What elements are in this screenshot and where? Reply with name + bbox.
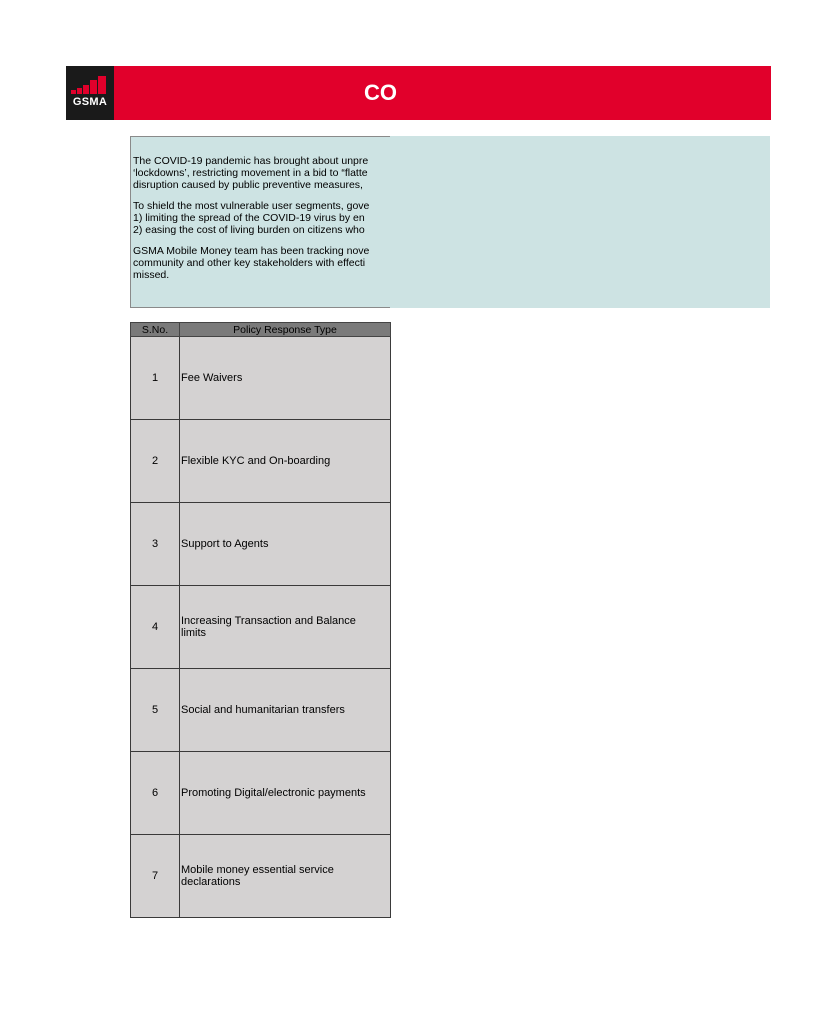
policy-response-type: Increasing Transaction and Balance limits [180, 586, 391, 669]
table-row [131, 669, 391, 752]
intro-line: GSMA Mobile Money team has been tracking nove [133, 245, 370, 257]
policy-response-type: Mobile money essential service declarations [180, 835, 391, 918]
policy-response-type: Support to Agents [180, 503, 391, 586]
intro-line: 1) limiting the spread of the COVID-19 virus by en [133, 212, 365, 224]
table-row [131, 752, 391, 835]
signal-bars-icon [70, 76, 110, 94]
intro-line: The COVID-19 pandemic has brought about unpre [133, 155, 369, 167]
logo-text: GSMA [72, 96, 108, 108]
row-number: 4 [131, 586, 180, 669]
table-row [131, 835, 391, 918]
table-header-row [131, 323, 391, 337]
column-header-type: Policy Response Type [180, 323, 391, 337]
policy-response-type: Promoting Digital/electronic payments [180, 752, 391, 835]
policy-response-type: Fee Waivers [180, 337, 391, 420]
table-row [131, 503, 391, 586]
policy-response-type: Flexible KYC and On-boarding [180, 420, 391, 503]
page-title: CO [364, 80, 397, 105]
intro-text [133, 155, 833, 290]
table-row [131, 337, 391, 420]
row-number: 6 [131, 752, 180, 835]
intro-line: To shield the most vulnerable user segments, gove [133, 200, 370, 212]
intro-line: community and other key stakeholders with effecti [133, 257, 366, 269]
row-number: 1 [131, 337, 180, 420]
table-row [131, 420, 391, 503]
row-number: 2 [131, 420, 180, 503]
intro-paragraph [133, 155, 833, 191]
intro-paragraph [133, 200, 833, 236]
intro-line: disruption caused by public preventive measures, [133, 179, 363, 191]
intro-line: ‘lockdowns’, restricting movement in a bid to “flatte [133, 167, 368, 179]
intro-line: 2) easing the cost of living burden on citizens who [133, 224, 365, 236]
intro-paragraph [133, 245, 833, 281]
intro-box [130, 136, 390, 308]
column-header-sno: S.No. [131, 323, 180, 337]
policy-table [130, 322, 391, 918]
row-number: 3 [131, 503, 180, 586]
intro-line: missed. [133, 269, 170, 281]
policy-response-type: Social and humanitarian transfers [180, 669, 391, 752]
table-row [131, 586, 391, 669]
gsma-logo [66, 66, 114, 120]
row-number: 7 [131, 835, 180, 918]
row-number: 5 [131, 669, 180, 752]
header-banner [66, 66, 771, 120]
